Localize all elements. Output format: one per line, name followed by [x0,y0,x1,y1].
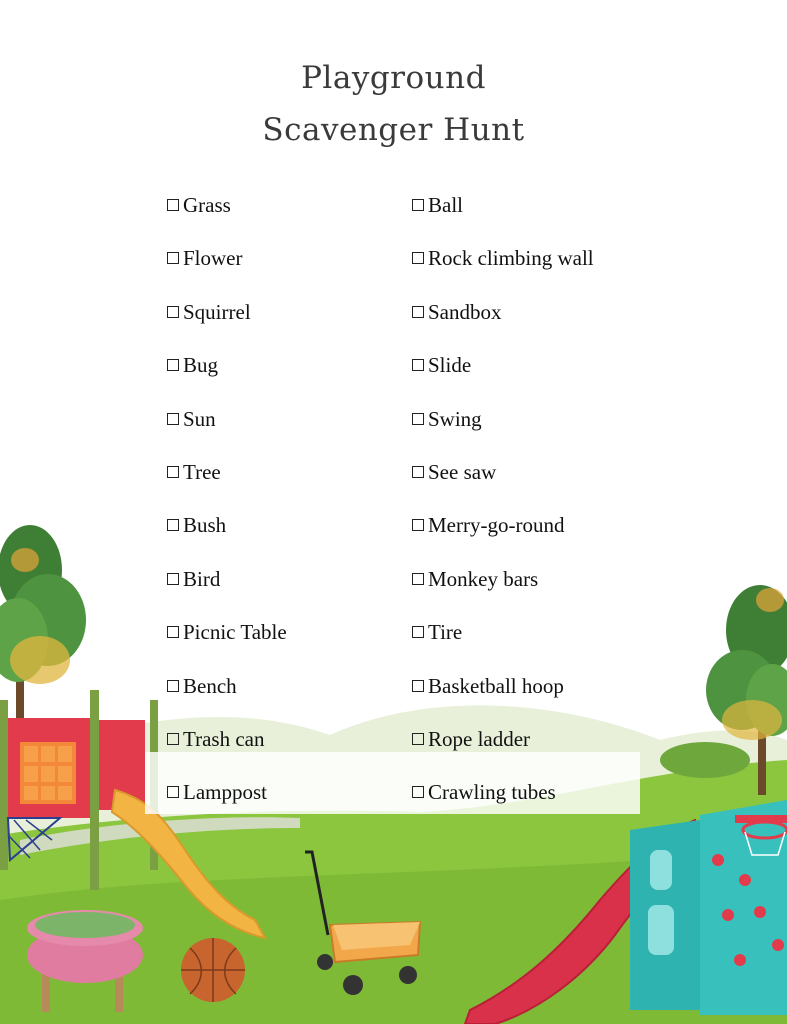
checklist-item[interactable] [412,246,594,299]
item-label: Rock climbing wall [428,246,594,271]
item-label: Bench [183,673,237,698]
checklist-item[interactable] [167,567,287,620]
basketball-icon [181,938,245,1002]
checklist-item[interactable] [167,407,287,460]
page-title-line-2: Scavenger Hunt [262,112,525,148]
checkbox[interactable] [412,733,424,745]
checkbox[interactable] [167,573,179,585]
item-label: Squirrel [183,299,251,324]
checklist-item[interactable] [167,460,287,513]
item-label: Sun [183,406,216,431]
checkbox[interactable] [412,199,424,211]
climbing-structure-icon [630,800,787,1015]
checklist-item[interactable] [412,674,594,727]
item-label: Monkey bars [428,566,539,591]
checklist-item[interactable] [412,567,594,620]
checklist-item[interactable] [412,193,594,246]
item-label: Lamppost [183,780,267,805]
checkbox[interactable] [412,359,424,371]
item-label: Sandbox [428,299,502,324]
item-label: Trash can [183,726,265,751]
checkbox[interactable] [412,626,424,638]
checklist-left-column [167,193,287,834]
item-label: Flower [183,246,243,271]
checklist-item[interactable] [412,780,594,833]
checkbox[interactable] [167,733,179,745]
checklist-item[interactable] [167,353,287,406]
checkbox[interactable] [167,519,179,531]
item-label: Bug [183,353,219,378]
checkbox[interactable] [167,359,179,371]
checkbox[interactable] [167,413,179,425]
item-label: Bush [183,513,227,538]
item-label: Tire [428,620,463,645]
checklist-item[interactable] [412,407,594,460]
checkbox[interactable] [167,680,179,692]
item-label: Grass [183,193,231,217]
checklist [145,183,640,813]
checklist-item[interactable] [167,674,287,727]
item-label: Tree [183,459,221,484]
checklist-right-column [412,193,594,834]
item-label: See saw [428,459,497,484]
left-tree-icon [0,525,86,750]
checklist-item[interactable] [412,620,594,673]
right-bush [660,742,750,778]
item-label: Slide [428,353,472,378]
item-label: Bird [183,566,221,591]
page-title-line-1: Playground [301,60,486,96]
item-label: Picnic Table [183,620,287,645]
checklist-item[interactable] [412,727,594,780]
checkbox[interactable] [167,786,179,798]
item-label: Basketball hoop [428,673,564,698]
checklist-item[interactable] [167,300,287,353]
checkbox[interactable] [412,252,424,264]
checkbox[interactable] [167,626,179,638]
checklist-item[interactable] [167,513,287,566]
checkbox[interactable] [412,413,424,425]
checkbox[interactable] [412,466,424,478]
item-label: Swing [428,406,482,431]
item-label: Ball [428,193,463,217]
item-label: Rope ladder [428,726,531,751]
checklist-item[interactable] [167,620,287,673]
checkbox[interactable] [412,573,424,585]
checkbox[interactable] [412,786,424,798]
checkbox[interactable] [167,466,179,478]
checkbox[interactable] [412,680,424,692]
checkbox[interactable] [412,519,424,531]
checklist-item[interactable] [412,353,594,406]
item-label: Merry-go-round [428,513,565,538]
checkbox[interactable] [167,306,179,318]
checklist-item[interactable] [412,300,594,353]
checklist-item[interactable] [167,780,287,833]
item-label: Crawling tubes [428,780,556,805]
checklist-item[interactable] [412,460,594,513]
checklist-item[interactable] [167,193,287,246]
checklist-item[interactable] [167,246,287,299]
checklist-item[interactable] [412,513,594,566]
checkbox[interactable] [167,199,179,211]
checklist-item[interactable] [167,727,287,780]
checkbox[interactable] [412,306,424,318]
checkbox[interactable] [167,252,179,264]
